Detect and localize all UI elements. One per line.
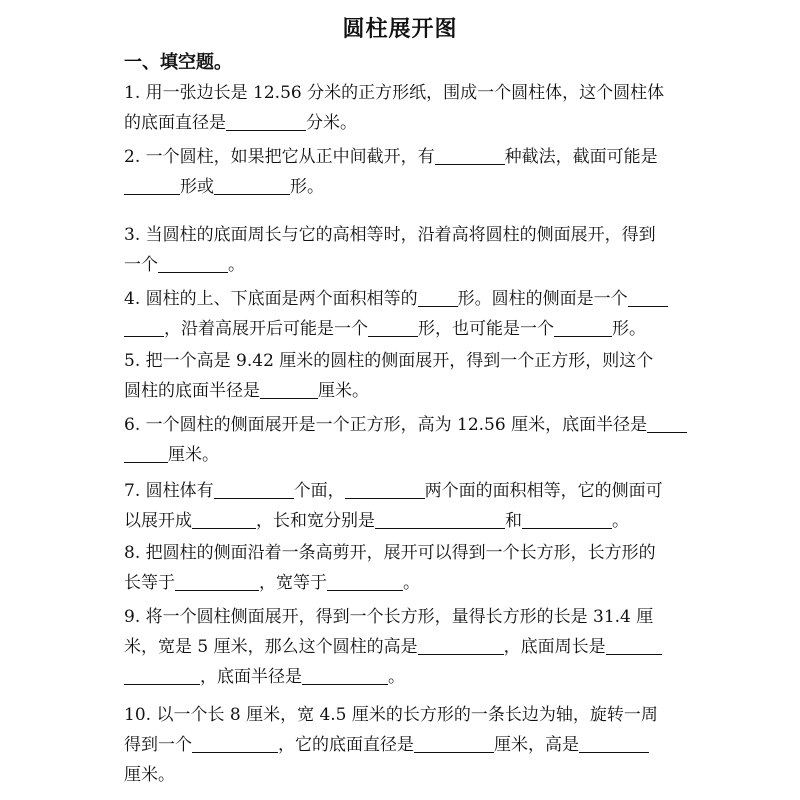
question-9-line-1: 9. 将一个圆柱侧面展开，得到一个长方形，量得长方形的长是 31.4 厘 — [124, 607, 654, 627]
question-7-line-2 — [124, 506, 684, 536]
answer-blank[interactable] — [368, 318, 418, 337]
question-4-text: 形，也可能是一个 — [418, 319, 554, 339]
question-9-line-2 — [124, 632, 684, 662]
question-4-text: ，沿着高展开后可能是一个 — [164, 319, 368, 339]
section-heading: 一、填空题。 — [124, 52, 232, 73]
question-7-text: 以展开成 — [124, 511, 192, 531]
question-9-text: ，底面半径是 — [200, 667, 302, 687]
question-4-line-2 — [124, 314, 684, 344]
answer-blank[interactable] — [628, 288, 668, 307]
question-3-text: 一个 — [124, 255, 158, 275]
answer-blank[interactable] — [647, 414, 687, 433]
question-2-line-1 — [124, 142, 684, 172]
question-10-text: ，它的底面直径是 — [278, 735, 414, 755]
answer-blank[interactable] — [375, 510, 505, 529]
question-9-line-3 — [124, 662, 684, 692]
answer-blank[interactable] — [260, 380, 318, 399]
question-5-text: 厘米。 — [318, 381, 369, 401]
question-9-text: ，底面周长是 — [503, 637, 606, 657]
answer-blank[interactable] — [327, 572, 403, 591]
question-1-text: 分米。 — [306, 113, 357, 133]
question-4-line-1 — [124, 284, 684, 314]
question-3-text: 。 — [228, 255, 245, 275]
question-2-text: 种截法，截面可能是 — [504, 147, 658, 167]
question-8 — [124, 538, 684, 598]
question-10-line-2 — [124, 730, 684, 760]
answer-blank[interactable] — [214, 480, 294, 499]
answer-blank[interactable] — [124, 444, 168, 463]
question-7-text: 。 — [612, 511, 629, 531]
question-2-line-2 — [124, 172, 684, 202]
question-4-text: 形。圆柱的侧面是一个 — [457, 289, 628, 309]
question-9 — [124, 602, 684, 692]
question-9-text: 米，宽是 5 厘米，那么这个圆柱的高是 — [124, 637, 418, 657]
question-7-line-1 — [124, 476, 684, 506]
question-4 — [124, 284, 684, 344]
question-1-line-2 — [124, 108, 684, 138]
question-8-text: 。 — [403, 573, 420, 593]
answer-blank[interactable] — [414, 734, 494, 753]
question-6-text: 厘米。 — [168, 445, 219, 465]
question-5-line-1: 5. 把一个高是 9.42 厘米的圆柱的侧面展开，得到一个正方形，则这个 — [124, 351, 654, 371]
question-1-line-1: 1. 用一张边长是 12.56 分米的正方形纸，围成一个圆柱体，这个圆柱体 — [124, 83, 665, 103]
answer-blank[interactable] — [418, 636, 504, 655]
answer-blank[interactable] — [606, 636, 662, 655]
answer-blank[interactable] — [302, 666, 388, 685]
question-7-text: ，长和宽分别是 — [256, 511, 375, 531]
answer-blank[interactable] — [175, 572, 259, 591]
question-10 — [124, 700, 684, 790]
question-2-text: 形或 — [180, 177, 214, 197]
answer-blank[interactable] — [124, 318, 164, 337]
question-3 — [124, 220, 684, 280]
question-5-line-2 — [124, 376, 684, 406]
answer-blank[interactable] — [226, 112, 306, 131]
answer-blank[interactable] — [554, 318, 612, 337]
question-1 — [124, 78, 684, 138]
answer-blank[interactable] — [579, 734, 649, 753]
answer-blank[interactable] — [124, 666, 200, 685]
question-4-text: 4. 圆柱的上、下底面是两个面积相等的 — [124, 289, 418, 309]
answer-blank[interactable] — [124, 176, 180, 195]
question-6-line-2 — [124, 440, 684, 470]
question-10-text: 厘米，高是 — [494, 735, 579, 755]
question-10-text: 得到一个 — [124, 735, 192, 755]
question-5-text: 圆柱的底面半径是 — [124, 381, 260, 401]
question-2 — [124, 142, 684, 202]
answer-blank[interactable] — [345, 480, 425, 499]
answer-blank[interactable] — [214, 176, 290, 195]
answer-blank[interactable] — [192, 510, 256, 529]
question-1-text: 的底面直径是 — [124, 113, 226, 133]
question-7-text: 两个面的面积相等，它的侧面可 — [424, 481, 663, 501]
question-6-text: 6. 一个圆柱的侧面展开是一个正方形，高为 12.56 厘米，底面半径是 — [124, 415, 648, 435]
question-6-line-1 — [124, 410, 684, 440]
question-9-text: 。 — [388, 667, 405, 687]
answer-blank[interactable] — [192, 734, 278, 753]
question-5 — [124, 346, 684, 406]
answer-blank[interactable] — [418, 288, 458, 307]
answer-blank[interactable] — [158, 254, 228, 273]
question-4-text: 形。 — [612, 319, 646, 339]
question-8-line-2 — [124, 568, 684, 598]
question-8-text: 长等于 — [124, 573, 175, 593]
answer-blank[interactable] — [435, 146, 505, 165]
question-2-text: 形。 — [290, 177, 324, 197]
question-7-text: 和 — [505, 511, 522, 531]
page-title: 圆柱展开图 — [342, 16, 458, 42]
question-7 — [124, 476, 684, 536]
question-7-text: 7. 圆柱体有 — [124, 481, 214, 501]
question-3-line-2 — [124, 250, 684, 280]
question-2-text: 2. 一个圆柱，如果把它从正中间截开，有 — [124, 147, 435, 167]
question-6 — [124, 410, 684, 470]
question-10-line-3: 厘米。 — [124, 765, 175, 785]
question-8-line-1: 8. 把圆柱的侧面沿着一条高剪开，展开可以得到一个长方形，长方形的 — [124, 543, 656, 563]
question-8-text: ，宽等于 — [259, 573, 327, 593]
question-10-line-1: 10. 以一个长 8 厘米，宽 4.5 厘米的长方形的一条长边为轴，旋转一周 — [124, 705, 658, 725]
answer-blank[interactable] — [522, 510, 612, 529]
question-7-text: 个面， — [293, 481, 345, 501]
question-3-line-1: 3. 当圆柱的底面周长与它的高相等时，沿着高将圆柱的侧面展开，得到 — [124, 225, 656, 245]
